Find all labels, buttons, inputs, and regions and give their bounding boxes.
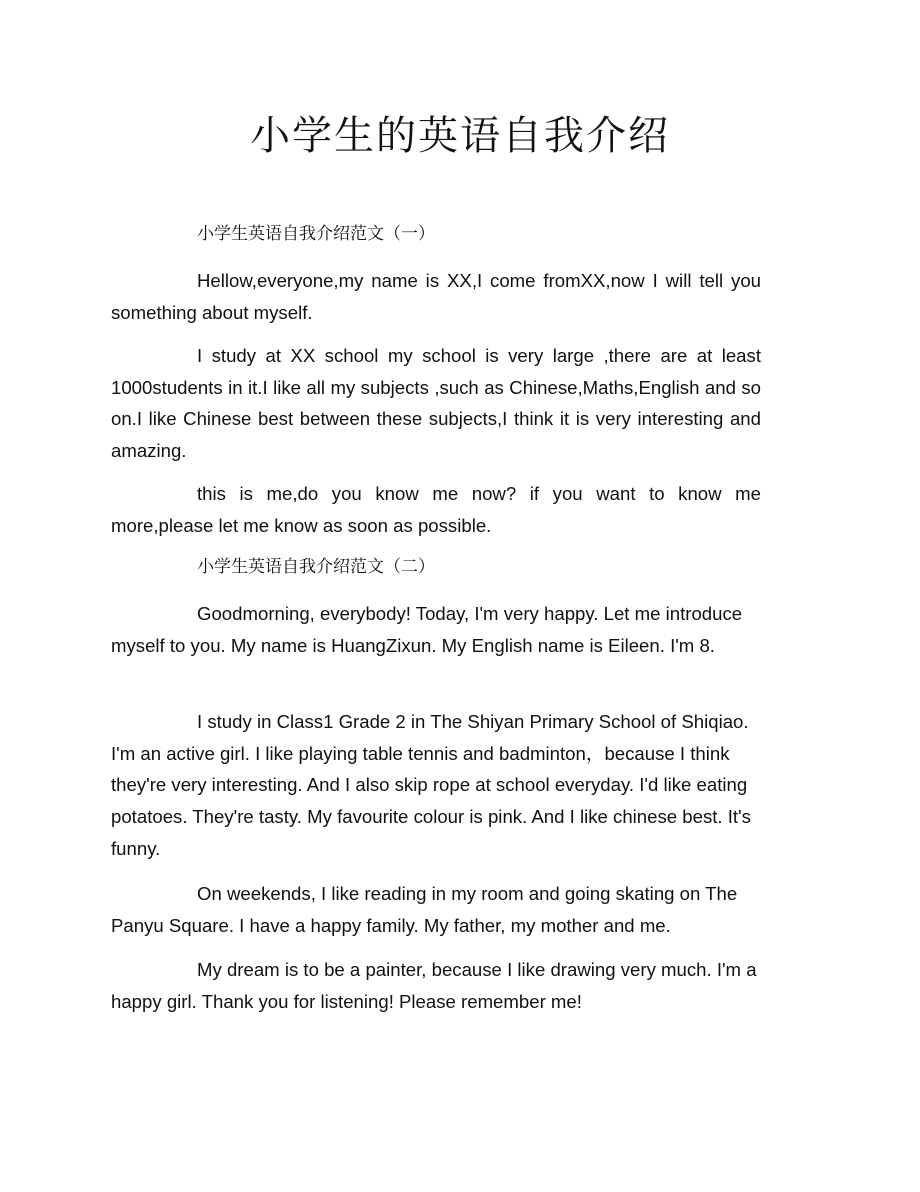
paragraph-2-3: On weekends, I like reading in my room and going skating on The Panyu Square. I have a happy family. My father, my mother and me. — [111, 883, 738, 936]
paragraph-2-1: Goodmorning, everybody! Today, I'm very happy. Let me introduce myself to you. My name is HuangZixun. My English name is Eileen. I'm 8. — [111, 603, 743, 656]
paragraph-2-2: I study in Class1 Grade 2 in The Shiyan Primary School of Shiqiao. I'm an active girl. I like playing table tennis and badminton，because I think they're very interesting. And I also skip rope at school everyday. I'd like eating potatoes. They're tasty. My favourite colour is pink. And I like chinese best. It's funny. — [111, 711, 751, 859]
section-heading-1: 小学生英语自我介绍范文（一） — [197, 224, 435, 244]
paragraph-1-2: I study at XX school my school is very large ,there are at least 1000students in it.I like all my subjects ,such as Chinese,Maths,English and so on.I like Chinese best between these subjects,I think it is very interesting and amazing. — [111, 345, 761, 462]
section-heading-2: 小学生英语自我介绍范文（二） — [197, 557, 435, 577]
paragraph-1-3: this is me,do you know me now? if you want to know me more,please let me know as soon as possible. — [111, 483, 761, 536]
paragraph-2-4: My dream is to be a painter, because I like drawing very much. I'm a happy girl. Thank you for listening! Please remember me! — [111, 959, 757, 1012]
page-title: 小学生的英语自我介绍 — [250, 113, 670, 159]
paragraph-1-1: Hellow,everyone,my name is XX,I come fromXX,now I will tell you something about myself. — [111, 270, 761, 323]
